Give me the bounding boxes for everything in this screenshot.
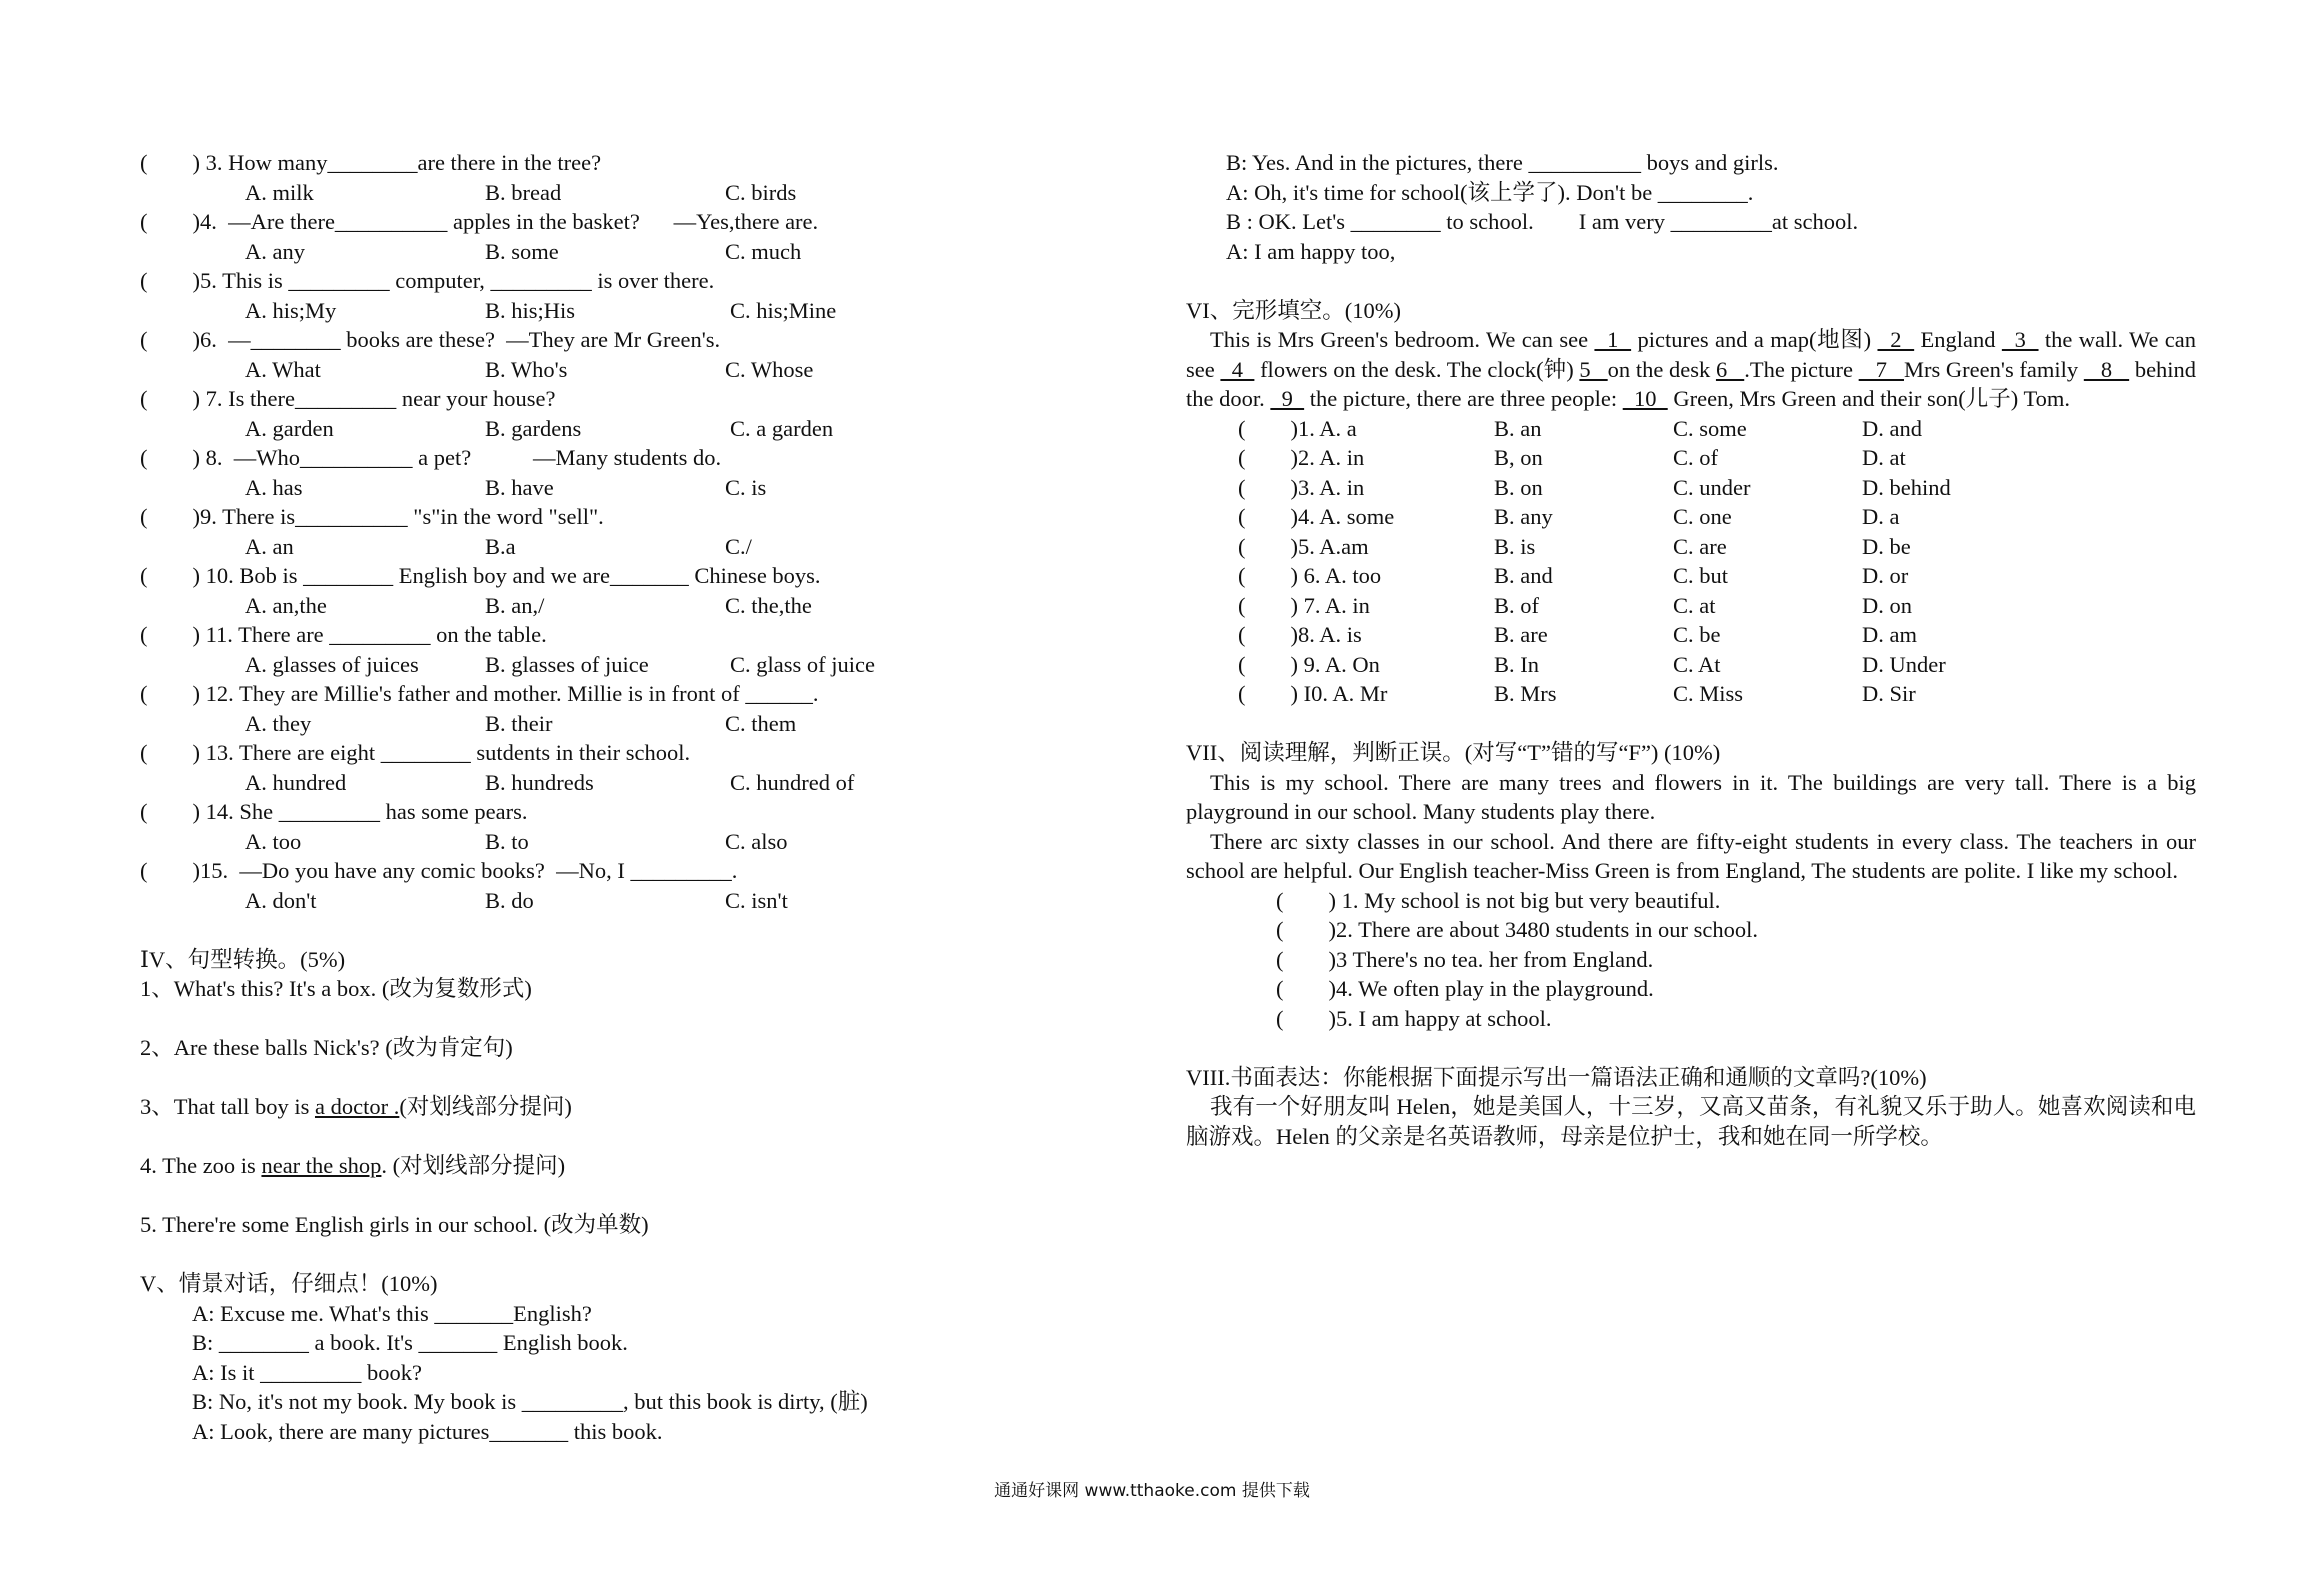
cloze-option: D. on [1862,592,1912,618]
cloze-text: .The picture [1744,356,1859,382]
cloze-option: B. is [1494,533,1536,559]
option: B. Who's [485,356,568,382]
cloze-option-row [1186,414,2196,444]
options-line [140,709,1170,739]
reading-paragraph-1: This is my school. There are many trees and flowers in it. The buildings are very tall. There is a big playground in our school. Many students play there. [1186,769,2196,824]
cloze-text: This is Mrs Green's bedroom. We can see [1210,327,1595,352]
question-line: ( ) 12. They are Millie's father and mother. Millie is in front of ______. [140,681,819,706]
cloze-blank: 2 [1877,327,1915,352]
cloze-text: Mrs Green's family [1904,356,2084,382]
options-line [140,768,1170,798]
cloze-option: B. of [1494,592,1539,618]
section-5-title: V、情景对话，仔细点！(10%) [140,1271,438,1296]
question-line: ( ) 3. How many________are there in the tree? [140,150,602,175]
cloze-option: D. am [1862,622,1917,647]
cloze-number: ( ) I0. A. Mr [1238,681,1388,706]
option: B. glasses of juice [485,651,649,677]
cloze-blank: 7 [1858,356,1904,382]
option: B. his;His [485,297,576,323]
cloze-blank: 9 [1270,386,1305,411]
question-line: ( )4. —Are there__________ apples in the basket? —Yes,there are. [140,209,819,234]
cloze-text: behind the door. [1186,356,2197,411]
option: B. do [485,887,534,913]
option: A. his;My [245,297,337,323]
cloze-option-row [1186,561,2196,591]
cloze-option: C. but [1673,563,1729,588]
dialogue-line: B: Yes. And in the pictures, there __________ boys and girls. [1226,150,1779,175]
dialogue-line: B: No, it's not my book. My book is _________, but this book is dirty, (脏) [192,1389,868,1414]
cloze-option: C. at [1673,592,1716,618]
transform-item [140,1210,1170,1240]
option: C. them [725,710,797,736]
question-line: ( )9. There is__________ "s"in the word "sell". [140,504,604,529]
cloze-option: C. Miss [1673,681,1744,706]
options-line [140,237,1170,267]
cloze-number: ( )1. A. a [1238,415,1357,441]
transform-note: . (对划线部分提问) [381,1153,566,1178]
cloze-option: C. one [1673,504,1732,529]
dialogue-line: B : OK. Let's ________ to school. I am very _________at school. [1226,209,1859,234]
option: C. much [725,238,802,264]
cloze-option: B. on [1494,474,1543,500]
option: A. glasses of juices [245,651,419,677]
cloze-option: C. under [1673,474,1751,500]
cloze-blank: 10 [1622,386,1668,411]
option: C. is [725,474,767,500]
question-line: ( )15. —Do you have any comic books? —No, I _________. [140,858,738,883]
cloze-option: B. any [1494,504,1553,529]
option: B. have [485,474,554,500]
question-line: ( ) 10. Bob is ________ English boy and we are_______ Chinese boys. [140,563,821,588]
section-6-title: VI、完形填空。(10%) [1186,297,1401,323]
option: C./ [725,533,752,559]
judge-item: ( )2. There are about 3480 students in our school. [1276,917,1758,942]
cloze-option: D. or [1862,563,1909,588]
dialogue-line: A: Excuse me. What's this _______English? [192,1300,592,1326]
option: B. bread [485,179,562,205]
transform-text: 4. The zoo is [140,1153,262,1178]
cloze-option: D. be [1862,533,1911,559]
option: A. What [245,356,321,382]
option: C. also [725,828,788,854]
cloze-option: B. In [1494,651,1539,677]
cloze-option-row [1186,650,2196,680]
option: B. gardens [485,415,582,441]
judge-list [1186,886,2196,1034]
question-line: ( )5. This is _________ computer, _________ is over there. [140,268,715,293]
options-line [140,650,1170,680]
option: C. the,the [725,592,812,618]
section-7-title: VII、阅读理解，判断正误。(对写“T”错的写“F”) (10%) [1186,740,1721,765]
transform-text: 5. There're some English girls in our school. (改为单数) [140,1212,649,1237]
options-line [140,296,1170,326]
cloze-blank: 8 [2083,356,2130,382]
footer: 通通好课网 www.tthaoke.com 提供下载 [994,1481,1310,1501]
cloze-option-row [1186,591,2196,621]
cloze-option: D. at [1862,445,1906,470]
option: C. isn't [725,887,788,913]
cloze-text: England [1914,327,2002,352]
transform-item [140,1151,1170,1181]
cloze-blank: 6 [1715,356,1745,382]
cloze-passage [1186,325,2196,414]
transform-note: (对划线部分提问) [399,1094,572,1119]
option: A. milk [245,179,314,205]
question-line: ( ) 13. There are eight ________ sutdents in their school. [140,740,691,765]
dialogue-left [140,1299,1170,1447]
transform-text: 3、That tall boy is [140,1094,315,1119]
option: A. don't [245,887,317,913]
cloze-blank: 4 [1220,356,1255,382]
cloze-blank: 1 [1594,327,1632,352]
question-line: ( ) 11. There are _________ on the table. [140,622,547,647]
cloze-number: ( )3. A. in [1238,474,1365,500]
option: C. birds [725,179,797,205]
cloze-option: C. At [1673,651,1721,677]
left-column [140,148,1170,1446]
cloze-option-row [1186,620,2196,650]
transform-text: 2、Are these balls Nick's? (改为肯定句) [140,1035,513,1060]
option: B. to [485,828,529,854]
cloze-option: B. are [1494,622,1548,647]
cloze-option: B, on [1494,445,1543,470]
option: C. hundred of [730,769,855,795]
cloze-option-row [1186,502,2196,532]
cloze-number: ( ) 7. A. in [1238,592,1370,618]
option: C. his;Mine [730,297,837,323]
transform-text: 1、What's this? It's a box. (改为复数形式) [140,976,532,1001]
cloze-option-row [1186,443,2196,473]
options-line [140,178,1170,208]
cloze-text: the wall. We can see [1186,327,2197,382]
section-4-title: ⅠV、句型转换。(5%) [140,946,346,972]
options-line [140,591,1170,621]
cloze-blank: 3 [2001,327,2039,352]
cloze-option: B. and [1494,563,1553,588]
cloze-option: C. of [1673,445,1718,470]
options-line [140,532,1170,562]
underlined-part: near the shop [261,1153,382,1178]
judge-item: ( ) 1. My school is not big but very beautiful. [1276,887,1721,913]
cloze-text: pictures and a map(地图) [1631,327,1878,352]
option: A. garden [245,415,334,441]
option: A. an [245,533,294,559]
question-line: ( ) 8. —Who__________ a pet? —Many students do. [140,445,722,470]
cloze-text: the picture, there are three people: [1304,386,1623,411]
reading-paragraph-2: There arc sixty classes in our school. And there are fifty-eight students in every class. The teachers in our school are helpful. Our English teacher-Miss Green is from England, The students are polite. I like my school. [1186,828,2196,883]
question-line: ( )6. —________ books are these? —They are Mr Green's. [140,327,721,352]
cloze-blank: 5 [1579,356,1608,382]
cloze-number: ( )8. A. is [1238,622,1362,647]
cloze-text: on the desk [1607,356,1716,382]
cloze-text: flowers on the desk. The clock(钟) [1254,356,1580,382]
cloze-option: B. Mrs [1494,681,1557,706]
option: B. some [485,238,559,264]
cloze-option: D. behind [1862,474,1951,500]
multiple-choice-list [140,148,1170,915]
right-column [1186,148,2196,1151]
options-line [140,473,1170,503]
cloze-option: D. a [1862,504,1900,529]
section-8-title: VIII.书面表达：你能根据下面提示写出一篇语法正确和通顺的文章吗?(10%) [1186,1064,1927,1090]
cloze-option: B. an [1494,415,1542,441]
option: A. they [245,710,312,736]
option: B. an,/ [485,592,545,618]
option: C. Whose [725,356,814,382]
option: C. glass of juice [730,651,875,677]
dialogue-right [1186,148,2196,266]
option: A. an,the [245,592,327,618]
options-line [140,827,1170,857]
cloze-option: D. and [1862,415,1922,441]
option: B. hundreds [485,769,594,795]
transform-item [140,974,1170,1004]
cloze-number: ( )5. A.am [1238,533,1369,559]
cloze-options [1186,414,2196,709]
cloze-option: D. Under [1862,651,1946,677]
option: C. a garden [730,415,834,441]
options-line [140,355,1170,385]
judge-item: ( )4. We often play in the playground. [1276,976,1654,1001]
writing-prompt: 我有一个好朋友叫 Helen，她是美国人，十三岁，又高又苗条，有礼貌又乐于助人。她喜欢阅读和电脑游戏。Helen 的父亲是名英语教师，母亲是位护士，我和她在同一所学校。 [1186,1094,2196,1149]
cloze-option-row [1186,473,2196,503]
cloze-number: ( ) 9. A. On [1238,651,1380,677]
cloze-text: Green, Mrs Green and their son(儿子) Tom. [1667,386,2071,411]
cloze-option: C. are [1673,533,1727,559]
transform-item [140,1033,1170,1063]
cloze-number: ( )4. A. some [1238,504,1395,529]
dialogue-line: A: Is it _________ book? [192,1359,422,1385]
dialogue-line: A: Look, there are many pictures_______ this book. [192,1418,663,1444]
option: B.a [485,533,516,559]
cloze-option: D. Sir [1862,681,1916,706]
cloze-option: C. be [1673,622,1721,647]
transform-item [140,1092,1170,1122]
cloze-option: C. some [1673,415,1747,441]
option: B. their [485,710,553,736]
option: A. has [245,474,303,500]
dialogue-line: B: ________ a book. It's _______ English book. [192,1330,628,1355]
dialogue-line: A: Oh, it's time for school(该上学了). Don't be ________. [1226,179,1754,205]
option: A. hundred [245,769,347,795]
options-line [140,886,1170,916]
underlined-part: a doctor . [314,1094,400,1119]
question-line: ( ) 7. Is there_________ near your house? [140,386,556,411]
judge-item: ( )3 There's no tea. her from England. [1276,946,1654,972]
judge-item: ( )5. I am happy at school. [1276,1005,1552,1031]
options-line [140,414,1170,444]
option: A. any [245,238,305,264]
sentence-transform-list [140,974,1170,1269]
cloze-option-row [1186,532,2196,562]
question-line: ( ) 14. She _________ has some pears. [140,799,528,824]
option: A. too [245,828,302,854]
cloze-option-row [1186,679,2196,709]
dialogue-line: A: I am happy too, [1226,238,1396,264]
cloze-number: ( ) 6. A. too [1238,563,1382,588]
cloze-number: ( )2. A. in [1238,445,1365,470]
